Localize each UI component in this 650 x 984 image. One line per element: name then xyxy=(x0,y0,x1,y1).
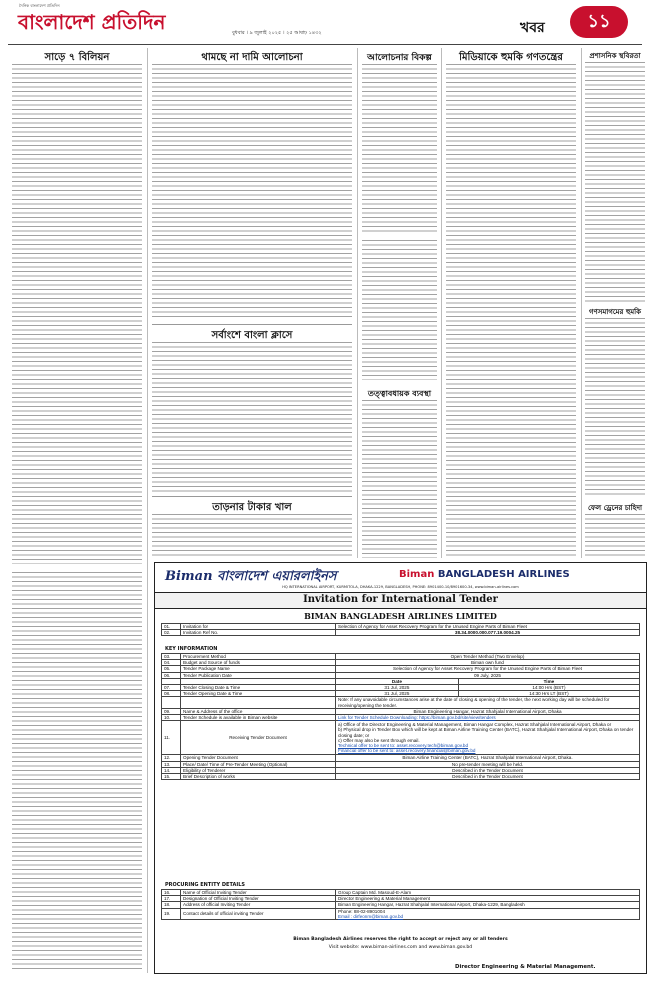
table-row: 17. Designation of Official Inviting Tender Director Engineering & Material Management xyxy=(162,896,640,902)
technical-offer-email[interactable]: Technical offer to be sent to: asset.recovery.tech@biman.gov.bd xyxy=(338,743,469,749)
tender-table-key xyxy=(161,653,640,780)
newspaper-logo: বাংলাদেশ প্রতিদিন xyxy=(18,10,166,34)
table-row: 05. Tender Package Name Selection of Agency for Asset Recovery Program for the Unused Engine Parts of Biman Fleet xyxy=(162,666,640,672)
table-row: 08. Tender Opening Date & Time 31 Jul, 2025 14:30 Hrs LT (BST) xyxy=(162,691,640,697)
article-6-body xyxy=(152,342,352,492)
article-6-headline: সর্বাংশে বাংলা ক্লাসে xyxy=(211,330,293,341)
receiving-line: a) Office of the Director Engineering & Material Management, Biman Hangar Complex, Hazrat Shahjalal International Airport, Dhaka or xyxy=(338,722,612,728)
article-8-body xyxy=(362,400,437,558)
column-divider xyxy=(441,48,442,558)
column-divider xyxy=(581,48,582,558)
biman-logo: Biman বাংলাদেশ এয়ারলাইনস xyxy=(165,569,337,584)
article-7-continuation xyxy=(12,572,142,972)
biman-tender-advertisement xyxy=(154,562,647,974)
procuring-entity-label: PROCURING ENTITY DETAILS xyxy=(165,882,245,888)
receiving-line: b) Physical drop in Tender Box which will be kept at Biman Airline Training Center (BATC), Hazrat Shahjalal International Airport, Dhaka on tender closing date; or xyxy=(338,727,634,738)
table-row: Date Time xyxy=(162,678,640,684)
page-number: ১১ xyxy=(570,6,628,38)
tender-table-entity xyxy=(161,889,640,920)
biman-brand-sub: BANGLADESH AIRLINES xyxy=(437,569,570,580)
article-3-body xyxy=(362,64,437,234)
tender-schedule-link[interactable]: Link for Tender Schedule Downloading: https://biman.gov.bd/site/view/tenders xyxy=(338,715,496,721)
dateline: বুধবার । ৯ জুলাই ২০২৫ । ২৫ আষাঢ় ১৪৩২ xyxy=(232,30,322,36)
article-7-headline: তাড়নার টাকার খাল xyxy=(212,502,292,513)
table-row: 09. Name & Address of the office Biman Engineering Hangar, Hazrat Shahjalal International Airport, Dhaka xyxy=(162,708,640,714)
receiving-line: c) Offer may also be sent through email. xyxy=(338,737,420,743)
article-5-headline: প্রশাসনিক স্থবিরতা xyxy=(589,51,641,60)
article-9-headline: গণসমাগমের হুমকি xyxy=(588,307,642,316)
organization-name: BIMAN BANGLADESH AIRLINES LIMITED xyxy=(304,611,497,621)
reserve-note: Biman Bangladesh Airlines reserves the right to accept or reject any or all tenders xyxy=(293,937,508,942)
column-divider xyxy=(147,48,148,973)
biman-brand xyxy=(399,569,570,580)
table-row: 07. Tender Closing Date & Time 31 Jul, 2025 14:00 Hrs (BST) xyxy=(162,685,640,691)
article-3-body-cont xyxy=(362,240,437,380)
article-5-body xyxy=(585,62,645,302)
masthead-tagline: দৈনিক বাংলাদেশ প্রতিদিন xyxy=(19,3,60,8)
table-row: 02. Invitation Ref No. 38.34.0000.000.077.19.0004.25 xyxy=(162,630,640,636)
column-divider xyxy=(357,48,358,558)
table-row: 19. Contact details of official inviting Tender Phone: 88-02-8901004 Email : dirfeonm@biman.gov.bd xyxy=(162,908,640,919)
article-10-body xyxy=(585,514,645,558)
article-8-headline: তত্ত্বাবধায়ক ব্যবস্থা xyxy=(367,388,432,398)
financial-offer-email[interactable]: Financial offer to be sent to: asset.recovery.financial@biman.gov.bd xyxy=(338,748,476,754)
tender-title: Invitation for International Tender xyxy=(303,594,498,605)
table-row: 01. Invitation for Selection of Agency for Asset Recovery Program for the Unused Engine Parts of Biman Fleet xyxy=(162,624,640,630)
contact-email[interactable]: Email : dirfeonm@biman.gov.bd xyxy=(338,913,404,919)
biman-brand-name: Biman xyxy=(399,569,435,580)
signature-designation: Director Engineering & Material Management. xyxy=(455,964,596,970)
divider xyxy=(152,324,352,325)
table-row: 11. Receiving Tender Document a) Office of the Director Engineering & Material Management, Biman Hangar Complex, Hazrat Shahjalal International Airport, Dhaka or b) Physical drop in Tender Box which will be kept at Biman Airline Training Center (BATC), Hazrat Shahjalal International Airport, Dhaka on tender closing date; or c) Offer may also be sent through email. Technical offer to be sent to: asset.recovery.tech@biman.gov.bd Financial offer to be sent to: asset.recovery.financial@biman.gov.bd xyxy=(162,721,640,755)
article-9-body xyxy=(585,318,645,498)
article-1-body xyxy=(12,64,142,564)
article-2-headline: থামছে না দামি আলোচনা xyxy=(201,52,303,63)
visit-website[interactable]: Visit website: www.biman-airlines.com and www.biman.gov.bd xyxy=(328,945,473,950)
table-row: 14. Eligibility of Tenderer Described in the Tender Document xyxy=(162,767,640,773)
article-2-body xyxy=(152,64,352,320)
tender-table-top xyxy=(161,623,640,636)
key-information-label: KEY INFORMATION xyxy=(165,646,218,652)
article-7-body xyxy=(152,514,352,558)
table-row: 06. Tender Publication Date 09 July, 2025 xyxy=(162,672,640,678)
table-row: 15. Brief Description of works Described in the Tender Document xyxy=(162,774,640,780)
masthead xyxy=(0,0,650,44)
article-3-headline: আলোচনার বিকল্প xyxy=(367,53,432,63)
article-4-headline: মিডিয়াকে হুমকি গণতন্ত্রের xyxy=(459,52,563,63)
table-row: Note: If any unavoidable circumstances arise at the date of closing & opening of the tender, the next working day will be scheduled for receiving/opening the tender. xyxy=(162,697,640,708)
table-row: 18. Address of official Inviting Tender Biman Engineering Hangar, Hazrat Shahjalal International Airport, Dhaka-1229, Bangladesh xyxy=(162,902,640,908)
divider xyxy=(152,496,352,497)
section-title: খবর xyxy=(520,20,545,36)
biman-address: HQ INTERNATIONAL AIRPORT, KURMITOLA, DHAKA-1229, BANGLADESH, PHONE: 8901400-10/8901600-34, www.biman-airlines.com xyxy=(282,585,519,589)
table-row: 12. Opening Tender Document Biman Airline Training Center (BATC), Hazrat Shahjalal International Airport, Dhaka. xyxy=(162,755,640,761)
table-row: 16. Name of Official Inviting Tender Group Captain Md. Masoud-E-Alam xyxy=(162,890,640,896)
article-4-body xyxy=(446,64,576,558)
table-row: 13. Place/ Date/ Time of Pre-Tender Meeting (Optional) No pre-tender meeting will be held. xyxy=(162,761,640,767)
table-row: 10. Tender Schedule is available in Biman website Link for Tender Schedule Downloading: https://biman.gov.bd/site/view/tenders xyxy=(162,715,640,721)
article-10-headline: ফেল ড্রেনের চাহিদা xyxy=(587,503,643,512)
table-row: 04. Budget and Source of funds Biman own fund xyxy=(162,660,640,666)
article-1-headline: সাড়ে ৭ বিলিয়ন xyxy=(44,52,110,63)
table-row: 03. Procurement Method Open Tender Method (Two Envelop) xyxy=(162,654,640,660)
masthead-rule xyxy=(8,44,642,45)
